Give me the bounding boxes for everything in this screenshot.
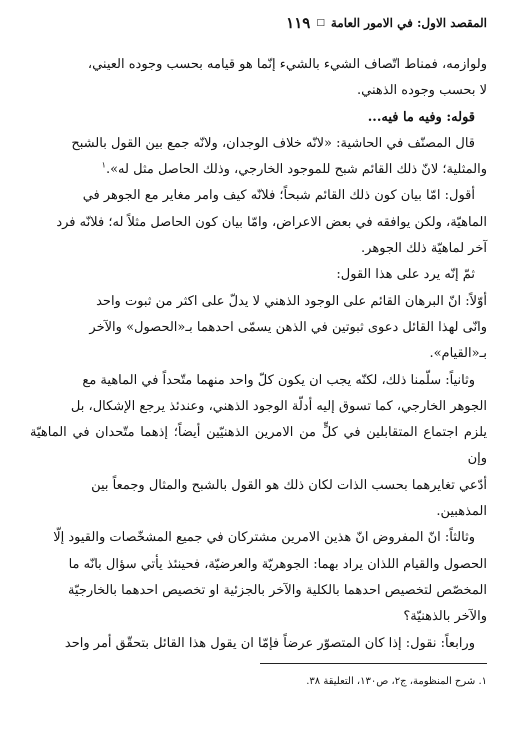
paragraph-line: وانّى لهذا القائل دعوى ثبوتين في الذهن يسمّى احدهما بـ«الحصول» والآخر	[89, 319, 487, 335]
paragraph-line: المذهبين.	[436, 504, 487, 520]
paragraph-line: والمثلية؛ لانّ ذلك القائم شبح للموجود الخارجي، وذلك الحاصل مثل له».$^١$	[101, 160, 487, 178]
footnote: ١. شرح المنظومة، ج٢، ص١٣٠، التعليقة ٣٨.	[306, 676, 487, 687]
footnote-marker: ١	[101, 160, 106, 170]
footnote-divider	[260, 663, 487, 664]
paragraph-line: الجوهر الخارجي، كما تسوق إليه أدلّة الوجود الذهني، وعندئذ يرجع الإشكال، بل	[70, 398, 487, 414]
paragraph-line: الحصول والقيام اللذان يراد بهما: الجوهريّة والعرضيّة، فحينئذ يأتي سؤال بانّه ما	[68, 556, 487, 572]
paragraph-line: المخصّص لتخصيص احدهما بالكلية والآخر بالجزئية او تخصيص احدهما بالخارجيّة	[67, 582, 487, 598]
paragraph-line: الماهيّة، ولكن يوافقه في بعض الاعراض، وامّا بيان كون الحاصل مثلاً له؛ فلانّه فرد	[56, 214, 487, 230]
paragraph-line: ولوازمه، فمناط اتّصاف الشيء بالشيء إنّما هو قيامه بحسب وجوده العيني،	[87, 57, 487, 72]
running-header	[30, 14, 487, 32]
paragraph-line: أدّعي تغايرهما بحسب الذات لكان ذلك هو القول بالشبح والمثال وجمعاً بين	[91, 477, 487, 493]
paragraph-line: ثمّ إنّه يرد على هذا القول:	[336, 267, 475, 283]
paragraph-line: وثانياً: سلّمنا ذلك، لكنّه يجب ان يكون كلّ واحد منهما متّحداً في الماهية مع	[82, 372, 475, 388]
section-title: المقصد الاول: في الامور العامة	[330, 16, 487, 30]
main-text	[30, 52, 487, 657]
paragraph-line: والآخر بالذهنيّة؟	[403, 609, 487, 625]
paragraph-line: لا بحسب وجوده الذهني.	[357, 83, 487, 99]
paragraph-line: بـ«القيام».	[429, 346, 487, 362]
paragraph-line: أقول: امّا بيان كون ذلك القائم شبحاً؛ فلانّه كيف وامر مغاير مع الجوهر في	[82, 188, 475, 204]
page-number: ١١٩	[286, 14, 311, 32]
section-heading: قوله: وفيه ما فيه...	[367, 109, 475, 125]
paragraph-line: يلزم اجتماع المتقابلين في كلٍّ من الامرين الذهنيّين أيضاً؛ إذهما متّحدان في الماهيّة وإن	[30, 425, 487, 467]
paragraph-line: ورابعاً: نقول: إذا كان المتصوّر عرضاً فإمّا ان يقول هذا القائل بتحقّق أمر واحد	[64, 635, 475, 651]
paragraph-line: أوّلاً: انّ البرهان القائم على الوجود الذهني لا يدلّ على اكثر من ثبوت واحد	[96, 293, 487, 309]
paragraph-line: آخر لماهيّة ذلك الجوهر.	[361, 241, 487, 257]
paragraph-line: قال المصنّف في الحاشية: «لانّه خلاف الوجدان، ولانّه جمع بين القول بالشبح	[71, 135, 475, 151]
paragraph-line: وثالثاً: انّ المفروض انّ هذين الامرين مشتركان في جميع المشخّصات والقيود إلّا	[53, 530, 475, 546]
separator-square-icon: □	[316, 18, 325, 28]
